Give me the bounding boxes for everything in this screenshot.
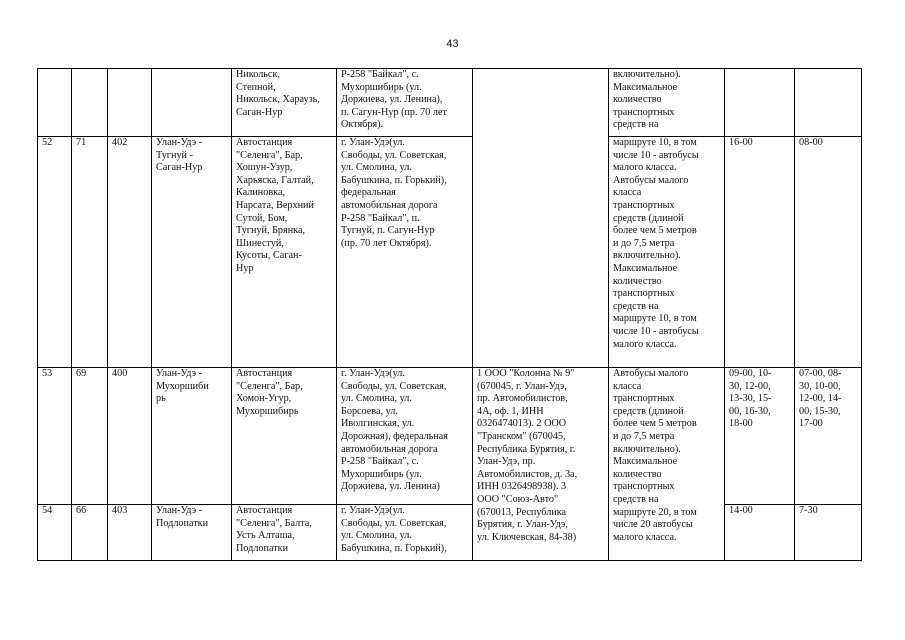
cell-route-number — [108, 69, 152, 137]
cell-number: 53 — [38, 368, 72, 505]
page-number: 43 — [446, 38, 459, 50]
cell-vehicle-notes: включительно). Максимальное количество транспортных средств на — [609, 69, 725, 137]
table-row — [38, 137, 862, 368]
cell-departure-time — [725, 69, 795, 137]
cell-carriers: 1 ООО "Колонна № 9" (670045, г. Улан-Удэ, пр. Автомобилистов, 4А, оф. 1, ИНН 0326474013). 2 ООО "Транском" (670045, Республика Бурятия, г. Улан-Удэ, пр. Автомобилистов, д. 3а, ИНН 0326498938). 3 ООО "Союз-Авто" (670013, Республика Бурятия, г. Улан-Удэ, ул. Ключевская, 84-38) — [473, 368, 609, 561]
cell-carriers — [473, 69, 609, 368]
cell-return-time: 07-00, 08- 30, 10-00, 12-00, 14- 00, 15-30, 17-00 — [795, 368, 862, 505]
cell-stops: Никольск, Степной, Никольск, Хараузь, Саган-Нур — [232, 69, 337, 137]
table-row — [38, 368, 862, 505]
cell-streets: Р-258 "Байкал", с. Мухоршибирь (ул. Доржиева, ул. Ленина), п. Сагун-Нур (пр. 70 лет Октября). — [337, 69, 473, 137]
cell-registry-number: 66 — [72, 505, 108, 561]
cell-vehicle-notes: Автобусы малого класса транспортных средств (длиной более чем 5 метров и до 7,5 метра включительно). Максимальное количество транспортных средств на маршруте 20, в том числе 20 автобусы малого класса. — [609, 368, 725, 561]
cell-stops: Автостанция "Селенга", Бар, Хомон-Угур, Мухоршибирь — [232, 368, 337, 505]
routes-table — [37, 68, 862, 561]
cell-route-name: Улан-Удэ - Тугнуй - Саган-Нур — [152, 137, 232, 368]
cell-number — [38, 69, 72, 137]
cell-number: 54 — [38, 505, 72, 561]
cell-route-name — [152, 69, 232, 137]
cell-route-number: 402 — [108, 137, 152, 368]
cell-return-time: 08-00 — [795, 137, 862, 368]
cell-number: 52 — [38, 137, 72, 368]
cell-route-name: Улан-Удэ - Мухоршиби рь — [152, 368, 232, 505]
cell-departure-time: 14-00 — [725, 505, 795, 561]
cell-departure-time: 09-00, 10- 30, 12-00, 13-30, 15- 00, 16-30, 18-00 — [725, 368, 795, 505]
cell-departure-time: 16-00 — [725, 137, 795, 368]
cell-registry-number — [72, 69, 108, 137]
cell-registry-number: 69 — [72, 368, 108, 505]
cell-streets: г. Улан-Удэ(ул. Свободы, ул. Советская, ул. Смолина, ул. Бабушкина, п. Горький), федеральная автомобильная дорога Р-258 "Байкал", п. Тугнуй, п. Сагун-Нур (пр. 70 лет Октября). — [337, 137, 473, 368]
cell-vehicle-notes: маршруте 10, в том числе 10 - автобусы малого класса. Автобусы малого класса транспортных средств (длиной более чем 5 метров и до 7,5 метра включительно). Максимальное количество транспортных средств на маршруте 10, в том числе 10 - автобусы малого класса. — [609, 137, 725, 368]
cell-route-name: Улан-Удэ - Подлопатки — [152, 505, 232, 561]
cell-streets: г. Улан-Удэ(ул. Свободы, ул. Советская, ул. Смолина, ул. Бабушкина, п. Горький), — [337, 505, 473, 561]
table-row — [38, 505, 862, 561]
cell-stops: Автостанция "Селенга", Бар, Хошун-Узур, Харьяска, Галтай, Калиновка, Нарсата, Верхний Сутой, Бом, Тугнуй, Брянка, Шинестуй, Кусоты, Саган- Нур — [232, 137, 337, 368]
table-row — [38, 69, 862, 137]
cell-streets: г. Улан-Удэ(ул. Свободы, ул. Советская, ул. Смолина, ул. Борсоева, ул. Иволгинская, ул. Дорожная), федеральная автомобильная дорога Р-258 "Байкал", с. Мухоршибирь (ул. Доржиева, ул. Ленина) — [337, 368, 473, 505]
cell-return-time — [795, 69, 862, 137]
cell-return-time: 7-30 — [795, 505, 862, 561]
cell-registry-number: 71 — [72, 137, 108, 368]
cell-stops: Автостанция "Селенга", Балта, Усть Алташа, Подлопатки — [232, 505, 337, 561]
cell-route-number: 400 — [108, 368, 152, 505]
cell-route-number: 403 — [108, 505, 152, 561]
